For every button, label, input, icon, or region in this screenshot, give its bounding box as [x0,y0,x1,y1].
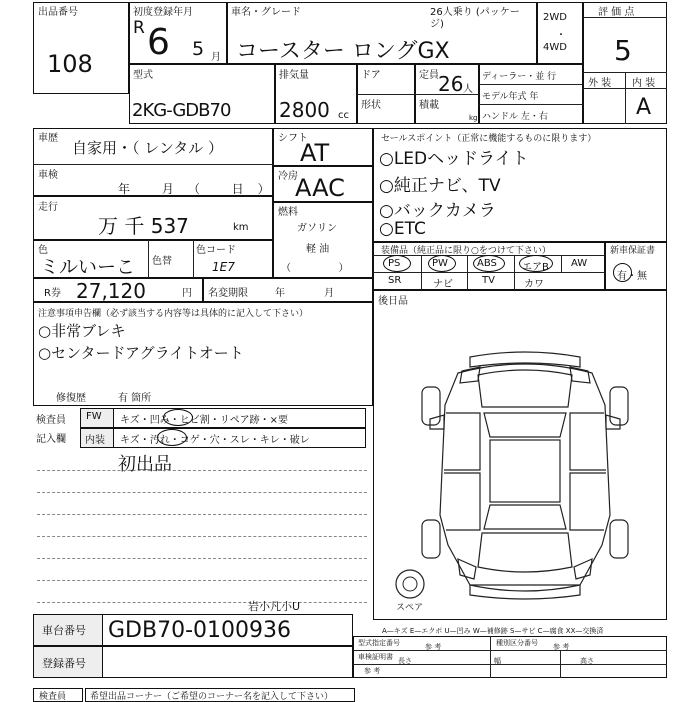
handle-label: ハンドル 左・右 [482,112,548,122]
evaluation-divider-3 [583,88,667,89]
warranty-label: 新車保証書 [610,246,656,256]
color-value: ミルいーこ [40,256,136,278]
equipment-item: SR [388,275,402,286]
spec-number-label: 型式指定番号 [358,639,400,647]
drive-4wd: 4WD [543,42,567,53]
sales-point-item: ○ETC [379,219,426,239]
mileage-label: 走行 [38,202,58,213]
interior-items: キズ・汚れ・コゲ・穴・スレ・キレ・破レ [120,435,310,446]
color-label: 色 [38,245,48,256]
chassis-label: 車台番号 [42,624,86,637]
equipment-col-4 [561,255,562,272]
model-name: コースター ロングGX [236,39,450,64]
interior-score: A [636,95,652,120]
sales-point-item: ○純正ナビ、TV [379,176,501,196]
entry-line [37,602,367,603]
capacity-divider [415,94,479,95]
r-tax-value: 27,120 [76,279,146,303]
chassis-small-note: 岩小凡小U [248,600,301,613]
kg-unit: kg [469,114,478,122]
mileage-value: 万 千 537 [98,214,189,238]
evaluation-vdivider [625,72,626,124]
spare-tire-icon [394,568,426,600]
registration-label: 登録番号 [42,657,86,670]
interior-row-label: 内装 [85,435,105,446]
shift-value: AT [300,139,330,167]
equipment-item: エアB [522,262,549,273]
dealer-divider-2 [479,104,583,105]
capacity-unit: 人 [463,84,473,95]
color-change-label: 色替 [152,256,172,267]
entry-line [37,470,367,471]
color-vdivider-2 [193,240,194,278]
spec-divider [353,650,667,651]
entry-label: 記入欄 [36,434,66,445]
warranty-circle-mark [613,263,632,282]
equipment-circle-mark [383,255,411,272]
shift-label: シフト [278,133,308,144]
equipment-item: ABS [477,258,497,269]
equipment-label: 装備品（純正品に限り○をつけて下さい） [381,246,551,256]
repair-history-value: 有 箇所 [118,393,152,404]
fuel-bracket: （ ） [281,263,349,274]
inspection-label: 車検 [38,170,58,181]
width-label: 幅 [494,657,501,665]
damage-code-legend: A—キズ E—エクボ U—凹み W—補修跡 S—サビ C—腐食 XX—交換済 [382,627,604,635]
inspector-circle-mark [157,429,187,446]
name-change-label: 名変期限 [208,288,248,299]
displacement-value: 2800 [279,98,330,122]
interior-label: 内 装 [632,78,656,89]
entry-line [37,536,367,537]
footer-inspector-label: 検査員 [39,692,67,702]
inspection-value: 年 月（ 日） [118,182,284,196]
history-value: 自家用・（ レンタル ） [72,139,224,157]
repair-history-label: 修復歴 [56,393,86,404]
warranty-value: 有・無 [617,271,647,282]
fuel-label: 燃料 [278,207,298,218]
load-label: 積載 [419,100,439,111]
height-label: 高さ [580,657,594,665]
fw-label: FW [86,411,102,422]
model-type-value: 2KG-GDB70 [132,100,231,121]
registration-month: 5 [192,38,205,60]
aftermarket-label: 後日品 [378,296,408,307]
spare-label: スペア [396,603,424,613]
car-body-diagram [400,345,650,615]
notes-label: 注意事項申告欄（必ず該当する内容等は具体的に記入して下さい） [38,309,309,319]
name-change-value: 年 月 [275,288,353,299]
evaluation-label: 評 価 点 [598,7,635,18]
color-code: 1E7 [212,260,235,274]
equipment-divider-2 [373,272,605,273]
chassis-number: GDB70-0100936 [108,618,291,643]
registration-year: 6 [147,22,170,63]
equipment-col-2 [467,255,468,290]
exterior-label: 外 装 [588,78,612,89]
capacity-value: 26 [438,72,464,96]
lot-number-label: 出品番号 [38,7,78,18]
notes-item: ○非常ブレキ [38,322,126,340]
class-number-label: 種別区分番号 [496,639,538,647]
model-type-label: 型式 [133,70,153,81]
entry-line [37,514,367,515]
history-label: 車歴 [38,133,58,144]
dealer-label: ディーラー・並 行 [482,72,557,82]
displacement-label: 排気量 [279,70,309,81]
drive-2wd: 2WD [543,12,567,23]
footer-corner-label: 希望出品コーナー（ご希望のコーナー名を記入して下さい） [90,692,334,702]
class-number-value: 参 考 [553,643,570,651]
history-divider [33,164,273,165]
registration-era: R [133,18,145,38]
equipment-item: PS [388,258,401,269]
notes-item: ○センタードアグライトオート [38,344,244,362]
shape-label: 形状 [361,100,381,111]
fw-items: キズ・凹み・ヒビ割・リペア跡・×要 [120,415,288,426]
length-label: 長さ [398,657,412,665]
equipment-item: TV [482,275,495,286]
fuel-gasoline: ガソリン [297,223,337,234]
equipment-circle-mark [519,255,553,272]
color-vdivider [148,240,149,278]
spec-vdivider [490,636,491,678]
entry-line [37,580,367,581]
month-unit: 月 [211,52,221,63]
lot-number: 108 [47,50,93,78]
model-name-label: 車名・グレード [231,7,301,18]
sales-point-item: ○LEDヘッドライト [379,149,529,169]
inspector-circle-mark [163,409,193,426]
equipment-circle-mark [428,255,456,272]
door-label: ドア [361,70,381,81]
displacement-unit: cc [338,110,349,121]
evaluation-score: 5 [614,34,632,67]
equipment-item: PW [432,258,448,269]
entry-line [37,558,367,559]
drive-separator: ・ [556,30,566,41]
sales-point-item: ○バックカメラ [379,201,496,221]
r-tax-label: R券 [44,288,61,299]
entry-line [37,492,367,493]
door-divider [357,94,415,95]
equipment-item: AW [571,258,588,269]
mileage-unit: km [233,222,249,233]
equipment-item: ナビ [433,279,453,290]
capacity-label: 定員 [419,70,439,81]
first-registration-label: 初度登録年月 [133,7,193,18]
evaluation-divider [583,17,667,18]
spec-vdivider-2 [560,650,561,678]
inspector-label: 検査員 [36,415,66,426]
certificate-value: 参 考 [364,667,381,675]
equipment-item: カワ [524,279,544,290]
grade-note: 26人乗り (パッケージ) [430,7,520,30]
model-year-label: モデル年式 年 [482,92,539,102]
sales-point-label: セールスポイント（正常に機能するものに限ります） [381,134,597,144]
equipment-col-3 [514,255,515,290]
inspector-handwritten: 初出品 [118,454,172,475]
certificate-label: 車検証明書 [358,653,393,661]
ac-value: AAC [295,174,345,202]
fuel-diesel: 軽 油 [306,244,330,255]
r-tax-yen: 円 [182,288,192,299]
dealer-divider [479,84,583,85]
equipment-col-1 [421,255,422,290]
equipment-circle-mark [473,255,505,272]
color-code-label: 色コード [196,245,236,256]
spec-number-value: 参 考 [425,643,442,651]
ac-label: 冷房 [278,171,298,182]
